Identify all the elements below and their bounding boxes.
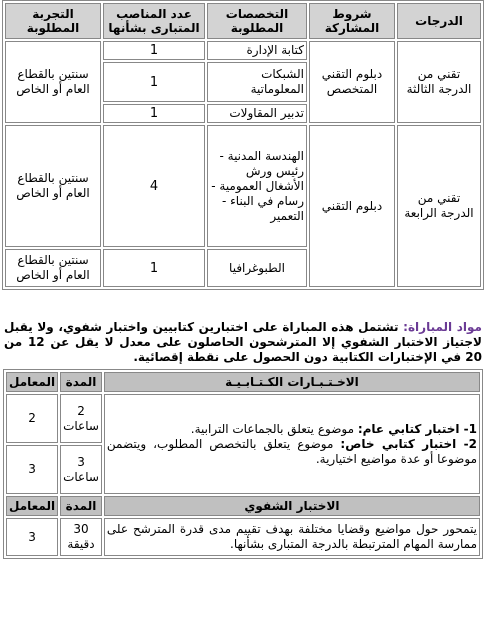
header-conditions: شروط المشاركة	[309, 3, 395, 39]
num-admin-cell: 1	[103, 41, 205, 60]
positions-header-row	[5, 3, 481, 39]
header-experience: التجربة المطلوبة	[5, 3, 101, 39]
oral-coefficient: 3	[6, 518, 58, 556]
exam1-duration: 2 ساعات	[60, 394, 102, 443]
oral-coefficient-header: المعامل	[6, 496, 58, 516]
table-row	[5, 41, 481, 60]
num-networks-cell: 1	[103, 62, 205, 102]
written-exams-description	[104, 394, 480, 494]
written-exams-header: الاخـتـبـارات الكـتـابـيـة	[104, 372, 480, 392]
experience-3-cell: سنتين بالقطاع العام أو الخاص	[5, 41, 101, 123]
exam1-coefficient: 2	[6, 394, 58, 443]
experience-4-cell: سنتين بالقطاع العام أو الخاص	[5, 125, 101, 247]
exam-subjects-paragraph	[4, 320, 482, 365]
exam2-line	[107, 437, 477, 467]
table-row	[6, 518, 480, 556]
spec-admin-cell: كتابة الإدارة	[207, 41, 307, 60]
header-specialties: التخصصات المطلوبة	[207, 3, 307, 39]
oral-exam-header: الاختبار الشفوي	[104, 496, 480, 516]
spec-networks-cell: الشبكات المعلوماتية	[207, 62, 307, 102]
coefficient-header: المعامل	[6, 372, 58, 392]
num-topo-cell: 1	[103, 249, 205, 287]
spec-topo-cell: الطبوغرافيا	[207, 249, 307, 287]
experience-topo-cell: سنتين بالقطاع العام أو الخاص	[5, 249, 101, 287]
written-header-row	[6, 372, 480, 392]
exam2-label: 2- اختبار كتابي خاص:	[340, 436, 477, 451]
oral-header-row	[6, 496, 480, 516]
num-civil-cell: 4	[103, 125, 205, 247]
oral-exam-description: يتمحور حول مواضيع وقضايا مختلفة بهدف تقييم مدى قدرة المترشح على ممارسة المهام المترتبطة بالدرجة المتبارى بشأنها.	[104, 518, 480, 556]
duration-header: المدة	[60, 372, 102, 392]
header-grades: الدرجات	[397, 3, 481, 39]
positions-table	[2, 0, 484, 290]
num-contracting-cell: 1	[103, 104, 205, 123]
condition-4-cell: دبلوم التقني	[309, 125, 395, 287]
table-row	[6, 394, 480, 443]
header-positions-count: عدد المناصب المتبارى بشأنها	[103, 3, 205, 39]
exam1-line	[107, 422, 477, 437]
exam2-duration: 3 ساعات	[60, 445, 102, 494]
exam1-label: 1- اختبار كتابي عام:	[357, 421, 477, 436]
grade-4-cell: تقني من الدرجة الرابعة	[397, 125, 481, 287]
spec-civil-cell: الهندسة المدنية - رئيس ورش الأشغال العمومية - رسام في البناء - التعمير	[207, 125, 307, 247]
exam-subjects-text: تشتمل هذه المباراة على اختبارين كتابيين واختبار شفوي، ولا يقبل لاجتياز الاختبار الشفوي إلا المترشحون الحاصلون على معدل لا يقل عن 12 من 20 في الإختبارات الكتابية دون الحصول على نقطة إقصائية.	[4, 320, 482, 364]
spec-contracting-cell: تدبير المقاولات	[207, 104, 307, 123]
exam2-coefficient: 3	[6, 445, 58, 494]
condition-3-cell: دبلوم التقني المتخصص	[309, 41, 395, 123]
oral-duration: 30 دقيقة	[60, 518, 102, 556]
exam1-text: موضوع يتعلق بالجماعات الترابية.	[190, 421, 358, 436]
exam2-text: موضوع يتعلق بالتخصص المطلوب، ويتضمن موضوعا أو عدة مواضيع اختيارية.	[106, 436, 477, 466]
oral-duration-header: المدة	[60, 496, 102, 516]
exams-table	[3, 369, 483, 559]
grade-3-cell: تقني من الدرجة الثالثة	[397, 41, 481, 123]
table-row	[5, 125, 481, 247]
exam-subjects-lead: مواد المباراة:	[403, 320, 482, 334]
